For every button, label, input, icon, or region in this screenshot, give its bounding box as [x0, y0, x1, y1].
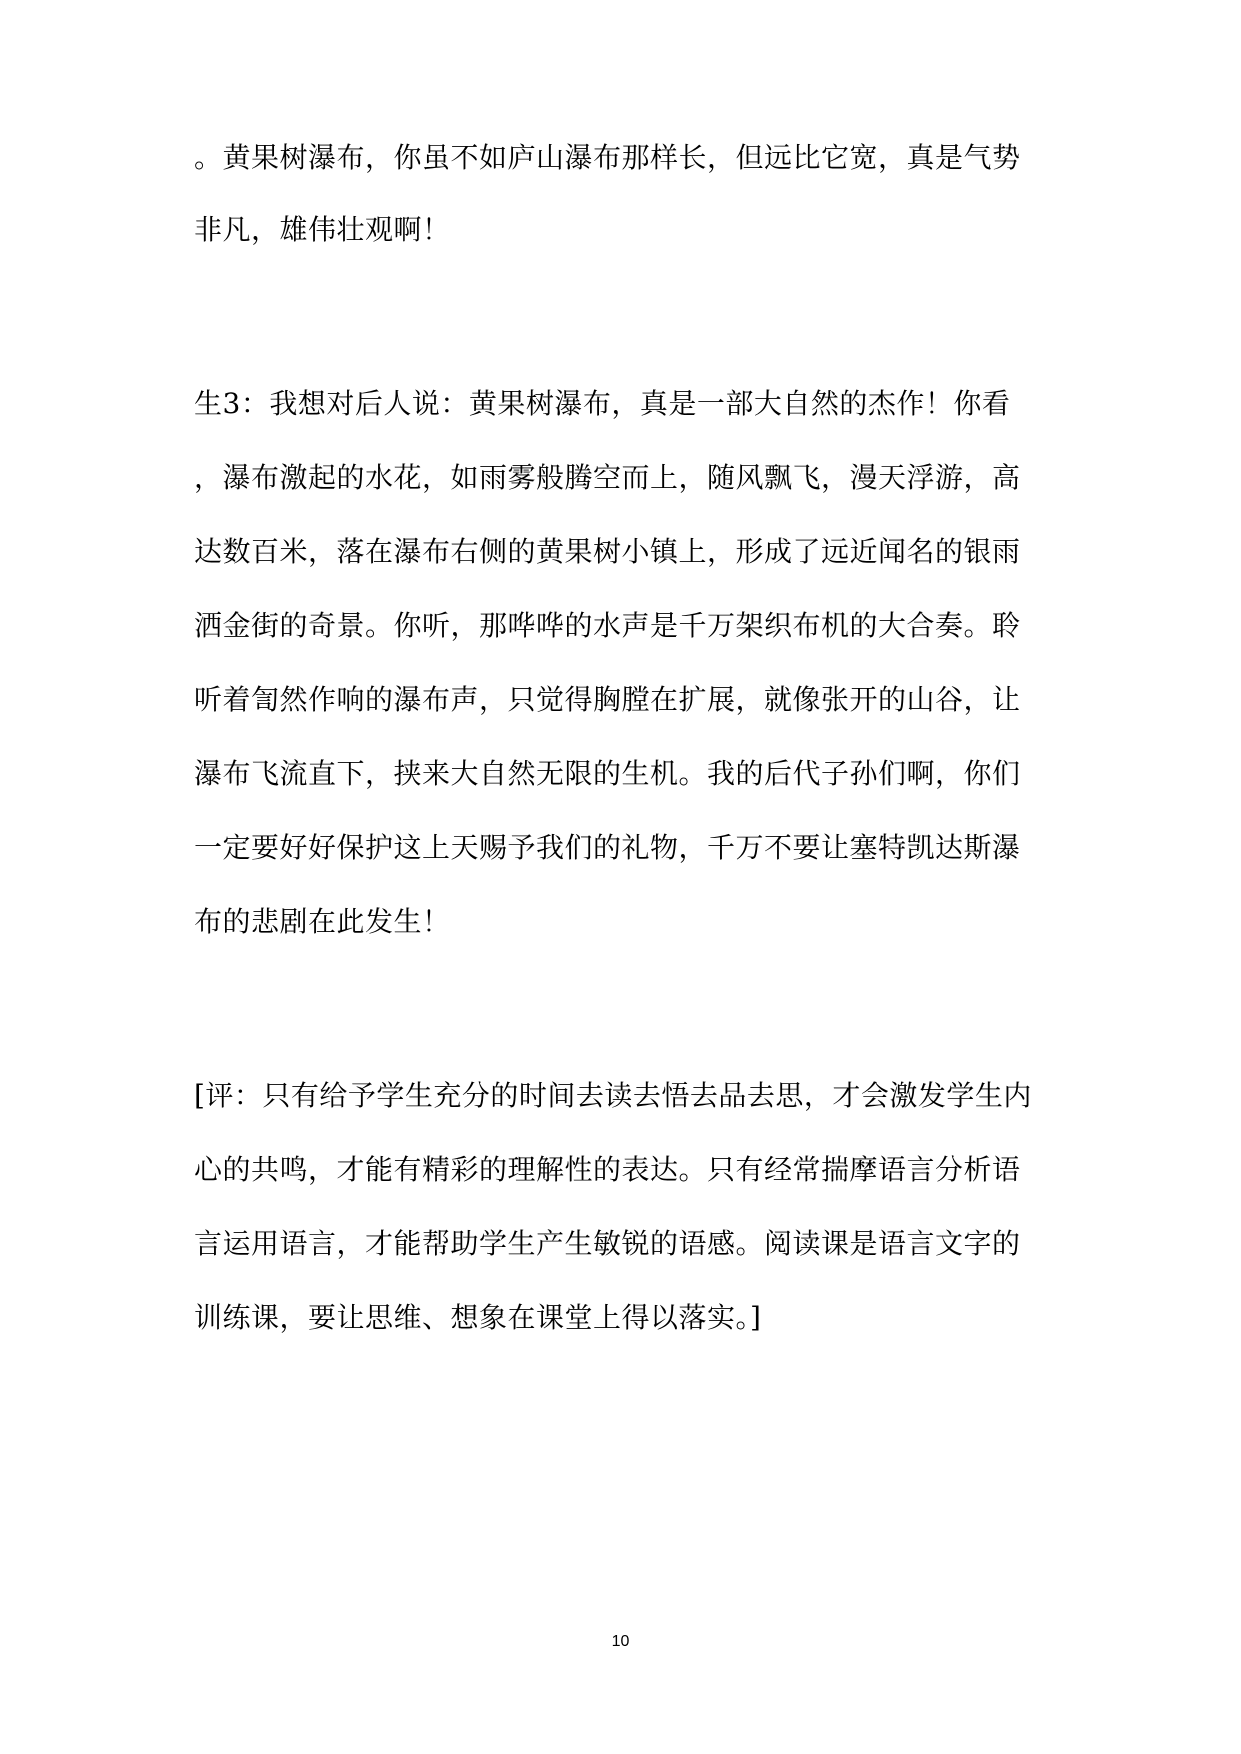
- text-line: 布的悲剧在此发生！: [194, 905, 451, 938]
- text-line: 听着訇然作响的瀑布声，只觉得胸膛在扩展，就像张开的山谷，让: [194, 683, 1021, 716]
- text-line: 非凡，雄伟壮观啊！: [194, 213, 451, 246]
- text-line: 瀑布飞流直下，挟来大自然无限的生机。我的后代子孙们啊，你们: [194, 757, 1021, 790]
- text-line: 训练课，要让思维、想象在课堂上得以落实。]: [194, 1301, 762, 1334]
- text-line: 达数百米，落在瀑布右侧的黄果树小镇上，形成了远近闻名的银雨: [194, 535, 1021, 568]
- text-line: 言运用语言，才能帮助学生产生敏锐的语感。阅读课是语言文字的: [194, 1227, 1021, 1260]
- text-line: [评：只有给予学生充分的时间去读去悟去品去思，才会激发学生内: [194, 1079, 1032, 1112]
- text-line: 一定要好好保护这上天赐予我们的礼物，千万不要让塞特凯达斯瀑: [194, 831, 1021, 864]
- text-line: 生3：我想对后人说：黄果树瀑布，真是一部大自然的杰作！你看: [194, 387, 1011, 420]
- text-line: 洒金街的奇景。你听，那哗哗的水声是千万架织布机的大合奏。聆: [194, 609, 1021, 642]
- text-line: 心的共鸣，才能有精彩的理解性的表达。只有经常揣摩语言分析语: [194, 1153, 1021, 1186]
- text-line: ，瀑布激起的水花，如雨雾般腾空而上，随风飘飞，漫天浮游，高: [194, 461, 1021, 494]
- page-number: 10: [611, 1633, 630, 1650]
- text-line: 。黄果树瀑布，你虽不如庐山瀑布那样长，但远比它宽，真是气势: [194, 141, 1021, 174]
